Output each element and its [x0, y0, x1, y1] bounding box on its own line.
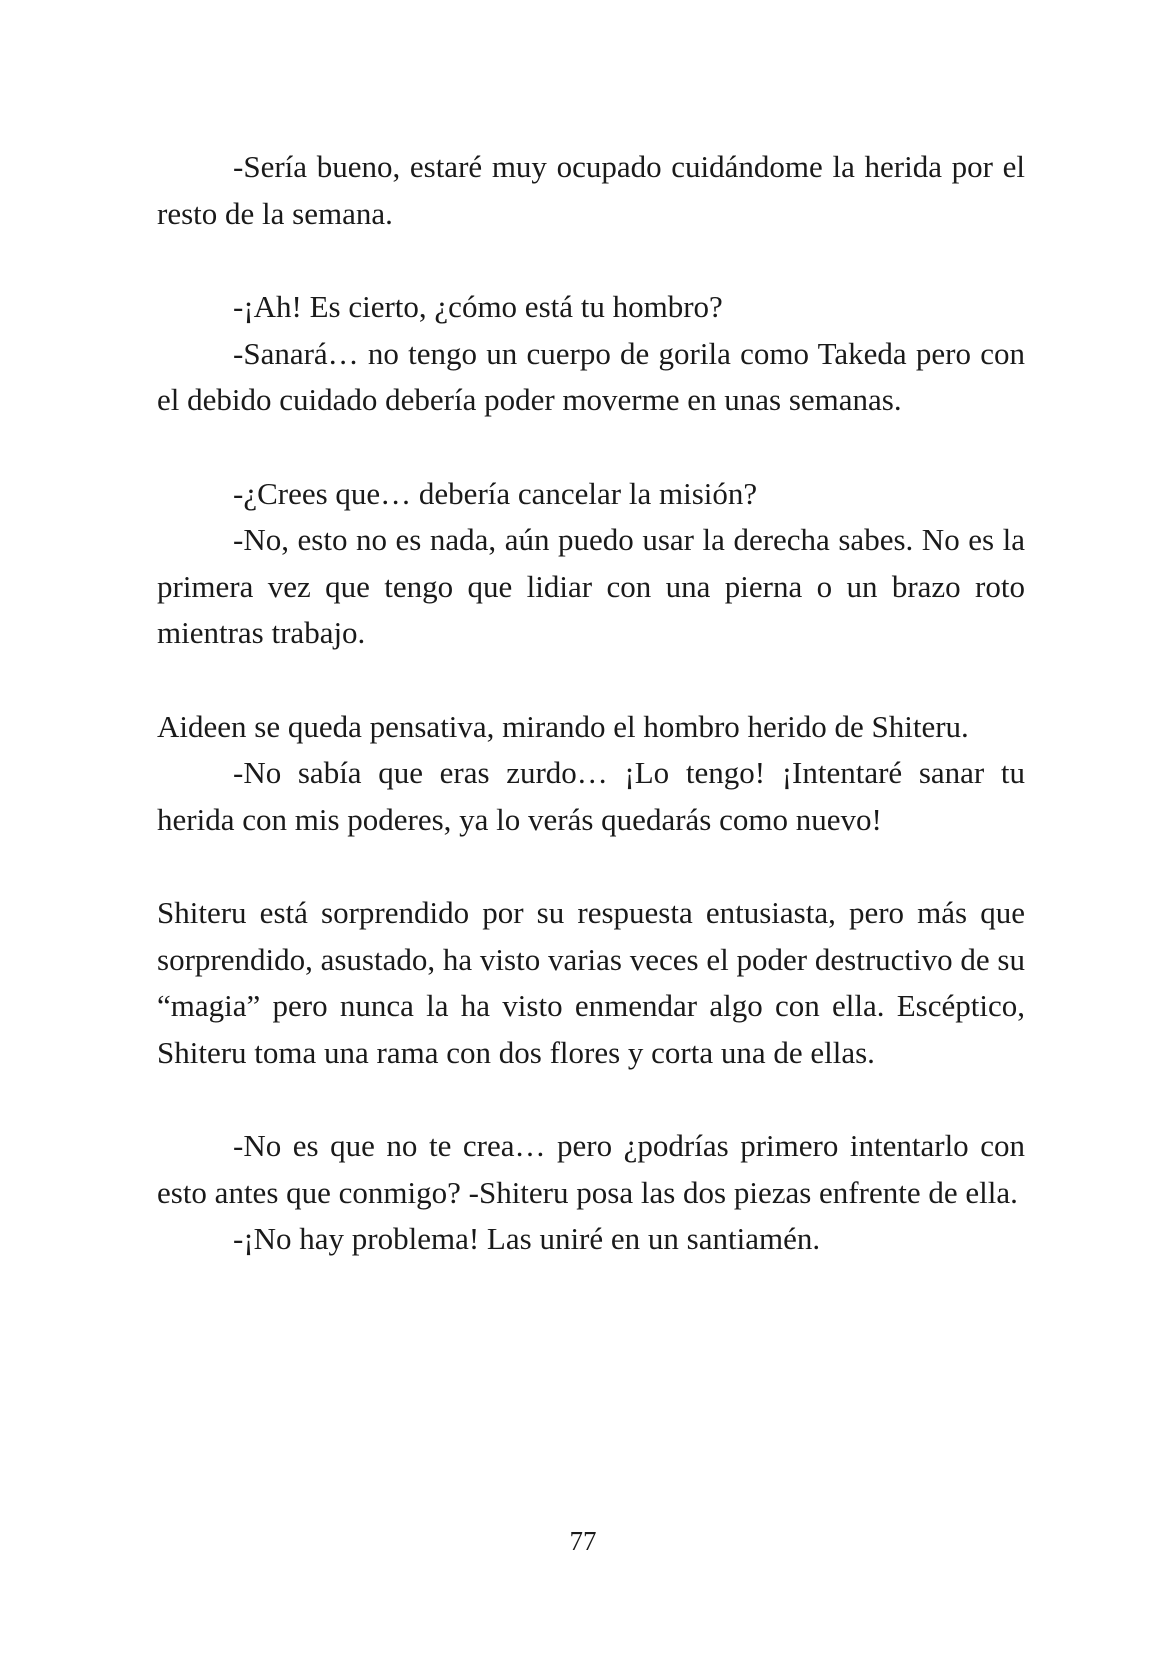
page-body: [157, 144, 1025, 1263]
paragraph-8: Shiteru está sorprendido por su respuesta entusiasta, pero más que sorprendido, asustado, ha visto varias veces el poder destructivo de su “magia” pero nunca la ha visto enmendar algo con ella. Escéptico, Shiteru toma una rama con dos flores y corta una de ellas.: [157, 895, 1025, 1070]
paragraph-10: -¡No hay problema! Las uniré en un santiamén.: [233, 1221, 821, 1256]
paragraph-2: -¡Ah! Es cierto, ¿cómo está tu hombro?: [233, 289, 723, 324]
paragraph-6: Aideen se queda pensativa, mirando el hombro herido de Shiteru.: [157, 708, 969, 744]
page-number: 77: [569, 1526, 597, 1556]
paragraph-3: -Sanará… no tengo un cuerpo de gorila como Takeda pero con el debido cuidado debería poder moverme en unas semanas.: [157, 335, 1025, 417]
paragraph-1: -Sería bueno, estaré muy ocupado cuidándome la herida por el resto de la semana.: [157, 149, 1025, 231]
paragraph-9: -No es que no te crea… pero ¿podrías primero intentarlo con esto antes que conmigo? -Shiteru posa las dos piezas enfrente de ella.: [157, 1128, 1025, 1210]
paragraph-4: -¿Crees que… debería cancelar la misión?: [233, 475, 758, 511]
paragraph-7: -No sabía que eras zurdo… ¡Lo tengo! ¡Intentaré sanar tu herida con mis poderes, ya lo verás quedarás como nuevo!: [157, 755, 1025, 837]
paragraph-5: -No, esto no es nada, aún puedo usar la derecha sabes. No es la primera vez que tengo que lidiar con una pierna o un brazo roto mientras trabajo.: [157, 522, 1025, 650]
